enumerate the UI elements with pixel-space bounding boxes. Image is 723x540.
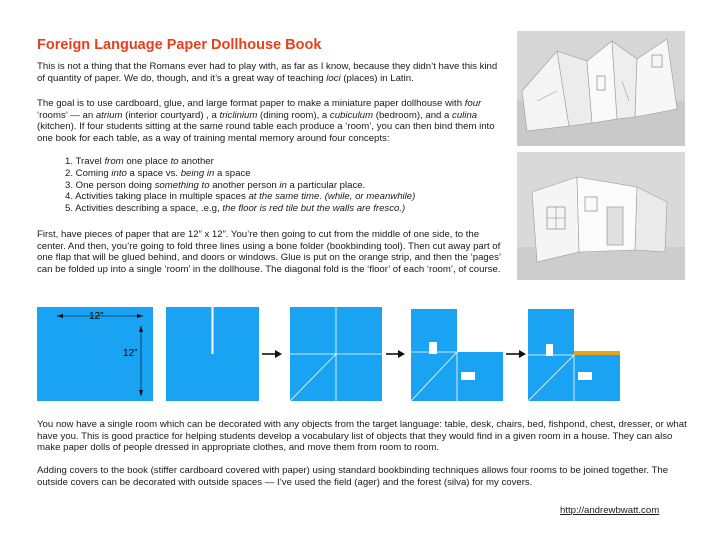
website-link[interactable]: http://andrewbwatt.com [560, 505, 660, 516]
list-item [65, 168, 415, 180]
list-emphasis: in [279, 179, 287, 191]
list-emphasis: into [111, 167, 127, 179]
arrow-right-icon [398, 350, 405, 358]
list-item [65, 180, 415, 192]
step-5-glue [528, 309, 620, 401]
list-text: another [178, 156, 214, 167]
intro-emphasis: loci [326, 72, 341, 84]
arrow-1 [262, 350, 282, 358]
goal-emphasis: cubiculum [329, 109, 374, 121]
height-label: 12” [123, 348, 138, 359]
list-emphasis: to [170, 156, 179, 167]
list-text: 1. Travel [65, 156, 105, 167]
list-text: a space vs. [126, 167, 181, 179]
list-text: 3. One person doing [65, 179, 155, 191]
intro-paragraph [37, 61, 507, 84]
list-emphasis: the floor is red tile but the walls are fresco.) [222, 203, 406, 215]
goal-text: ‘rooms’ — an [37, 109, 96, 121]
arrow-2 [386, 350, 405, 358]
room-photo-bottom [517, 152, 685, 280]
arrow-3 [506, 350, 526, 358]
concept-list [65, 156, 415, 215]
step-2-cut [166, 307, 259, 401]
goal-emphasis: triclinium [219, 109, 258, 121]
door-cutout [429, 342, 437, 354]
book-photo-top [517, 31, 685, 146]
goal-emphasis: atrium [95, 109, 123, 121]
glue-strip [574, 351, 620, 355]
goal-paragraph [37, 98, 507, 144]
step-3-folds [290, 307, 382, 401]
goal-text: The goal is to use cardboard, glue, and large format paper to make a miniature paper dollhouse with [37, 98, 465, 109]
goal-emphasis: four [464, 98, 482, 109]
intro-text: This is not a thing that the Romans ever had to play with, as far as I know, because they didn’t have this kind of quantity of paper. We do, though, and it’s a great way of teaching [37, 61, 498, 84]
covers-paragraph: Adding covers to the book (stiffer cardboard covered with paper) using standard bookbinding techniques allows four rooms to be joined together. The outside covers can be decorated with outside spaces — I’ve used the field (ager) and the forest (silva) for my covers. [37, 465, 669, 488]
list-emphasis: something to [154, 179, 210, 191]
window-cutout [578, 372, 592, 380]
door-cutout [546, 344, 553, 356]
list-text: 5. Activities describing a space, .e.g, [65, 203, 223, 215]
goal-text: (bedroom), and a [373, 109, 453, 121]
intro-text-end: (places) in Latin. [340, 72, 414, 84]
page-title: Foreign Language Paper Dollhouse Book [37, 37, 322, 53]
list-text: one place [123, 156, 171, 167]
list-item [65, 191, 415, 203]
list-item [65, 156, 415, 168]
goal-emphasis: culina [452, 109, 478, 121]
folded-book-image [517, 31, 685, 146]
step-1-square [37, 307, 153, 401]
list-emphasis: at the same time. (while, or meanwhile) [248, 191, 416, 203]
folding-diagram [37, 304, 657, 402]
arrow-right-icon [519, 350, 526, 358]
width-label: 12” [89, 311, 104, 322]
list-text: another person [209, 179, 280, 191]
paper-room-image [517, 152, 685, 280]
goal-text: (interior courtyard) , a [122, 109, 220, 121]
decoration-paragraph: You now have a single room which can be decorated with any objects from the target language: table, desk, chairs, bed, fishpond, chest, dresser, or what have you. This is good practice for helping students develop a vocabulary list of objects that they would find in a given room in a house. They can also make paper dolls of people dressed in appropriate clothes, and move them from room to room. [37, 419, 687, 454]
instructions-paragraph: First, have pieces of paper that are 12” x 12”. You’re then going to cut from the middle of one side, to the center. And then, you’re going to fold three lines using a bone folder (bookbinding tool). Then cut away part of one flap that will be glued behind, and doors or windows. Glue is put on the orange strip, and then the ‘pages’ can be folded up into a single ‘room’ in the dollhouse. The diagonal fold is the ‘floor’ of each ‘room’, of course. [37, 229, 501, 275]
list-text: 2. Coming [65, 167, 112, 179]
list-text: a particular place. [286, 179, 366, 191]
goal-text: (dining room), a [257, 109, 330, 121]
list-emphasis: being in [180, 167, 215, 179]
list-text: a space [214, 167, 251, 179]
list-emphasis: from [104, 156, 124, 167]
goal-text: (kitchen). If four students sitting at the same round table each produce a ‘room’, you can then bind them into one book for each table, as a way of training mental memory around four concepts: [37, 121, 495, 144]
arrow-right-icon [275, 350, 282, 358]
list-item [65, 203, 415, 215]
window-cutout [461, 372, 475, 380]
step-4-cutaway [411, 309, 503, 401]
list-text: 4. Activities taking place in multiple spaces [65, 191, 249, 203]
